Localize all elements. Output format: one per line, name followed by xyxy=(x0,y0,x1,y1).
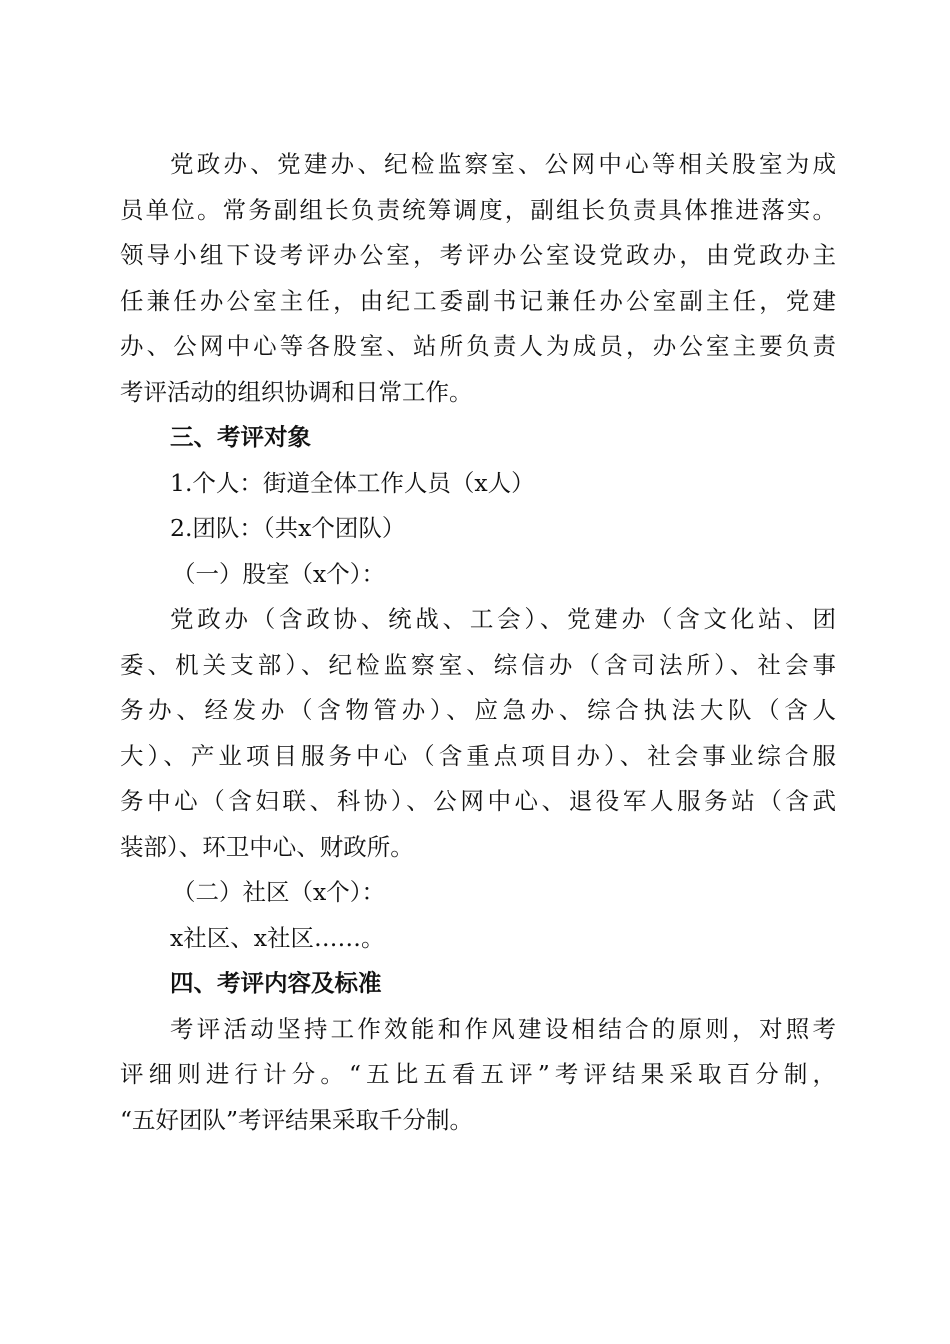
paragraph-line: “五好团队”考评结果采取千分制。 xyxy=(120,1105,474,1134)
list-item: 2.团队：（共x个团队） xyxy=(170,514,406,542)
paragraph-line: 考评活动的组织协调和日常工作。 xyxy=(120,377,473,406)
section-heading: 三、考评对象 xyxy=(170,423,311,451)
paragraph-line: 委、机关支部）、纪检监察室、综信办（含司法所）、社会事 xyxy=(120,650,836,679)
paragraph-line: 务办、经发办（含物管办）、应急办、综合执法大队（含人 xyxy=(120,696,836,724)
paragraph-line: 务中心（含妇联、科协）、公网中心、退役军人服务站（含武 xyxy=(120,787,836,815)
section-heading: 四、考评内容及标准 xyxy=(170,969,382,997)
paragraph-line: 党政办（含政协、统战、工会）、党建办（含文化站、团 xyxy=(170,605,836,633)
paragraph-line: x社区、x社区……。 xyxy=(170,923,385,952)
paragraph-line: 办、公网中心等各股室、站所负责人为成员，办公室主要负责 xyxy=(120,332,836,360)
paragraph-line: 领导小组下设考评办公室，考评办公室设党政办，由党政办主 xyxy=(120,241,836,269)
paragraph-line: 评细则进行计分。“五比五看五评”考评结果采取百分制， xyxy=(120,1060,836,1088)
paragraph-line: 大）、产业项目服务中心（含重点项目办）、社会事业综合服 xyxy=(120,741,836,770)
paragraph-line: 考评活动坚持工作效能和作风建设相结合的原则，对照考 xyxy=(170,1014,836,1043)
paragraph-line: 员单位。常务副组长负责统筹调度，副组长负责具体推进落实。 xyxy=(120,195,836,224)
paragraph-line: 党政办、党建办、纪检监察室、公网中心等相关股室为成 xyxy=(170,150,836,178)
subsection-heading: （一）股室（x个）： xyxy=(172,559,386,588)
paragraph-line: 装部）、环卫中心、财政所。 xyxy=(120,832,414,861)
subsection-heading: （二）社区（x个）： xyxy=(172,878,386,906)
paragraph-line: 任兼任办公室主任，由纪工委副书记兼任办公室副主任，党建 xyxy=(120,286,836,315)
list-item: 1.个人：街道全体工作人员（x人） xyxy=(170,468,535,497)
document-body xyxy=(120,142,836,1143)
